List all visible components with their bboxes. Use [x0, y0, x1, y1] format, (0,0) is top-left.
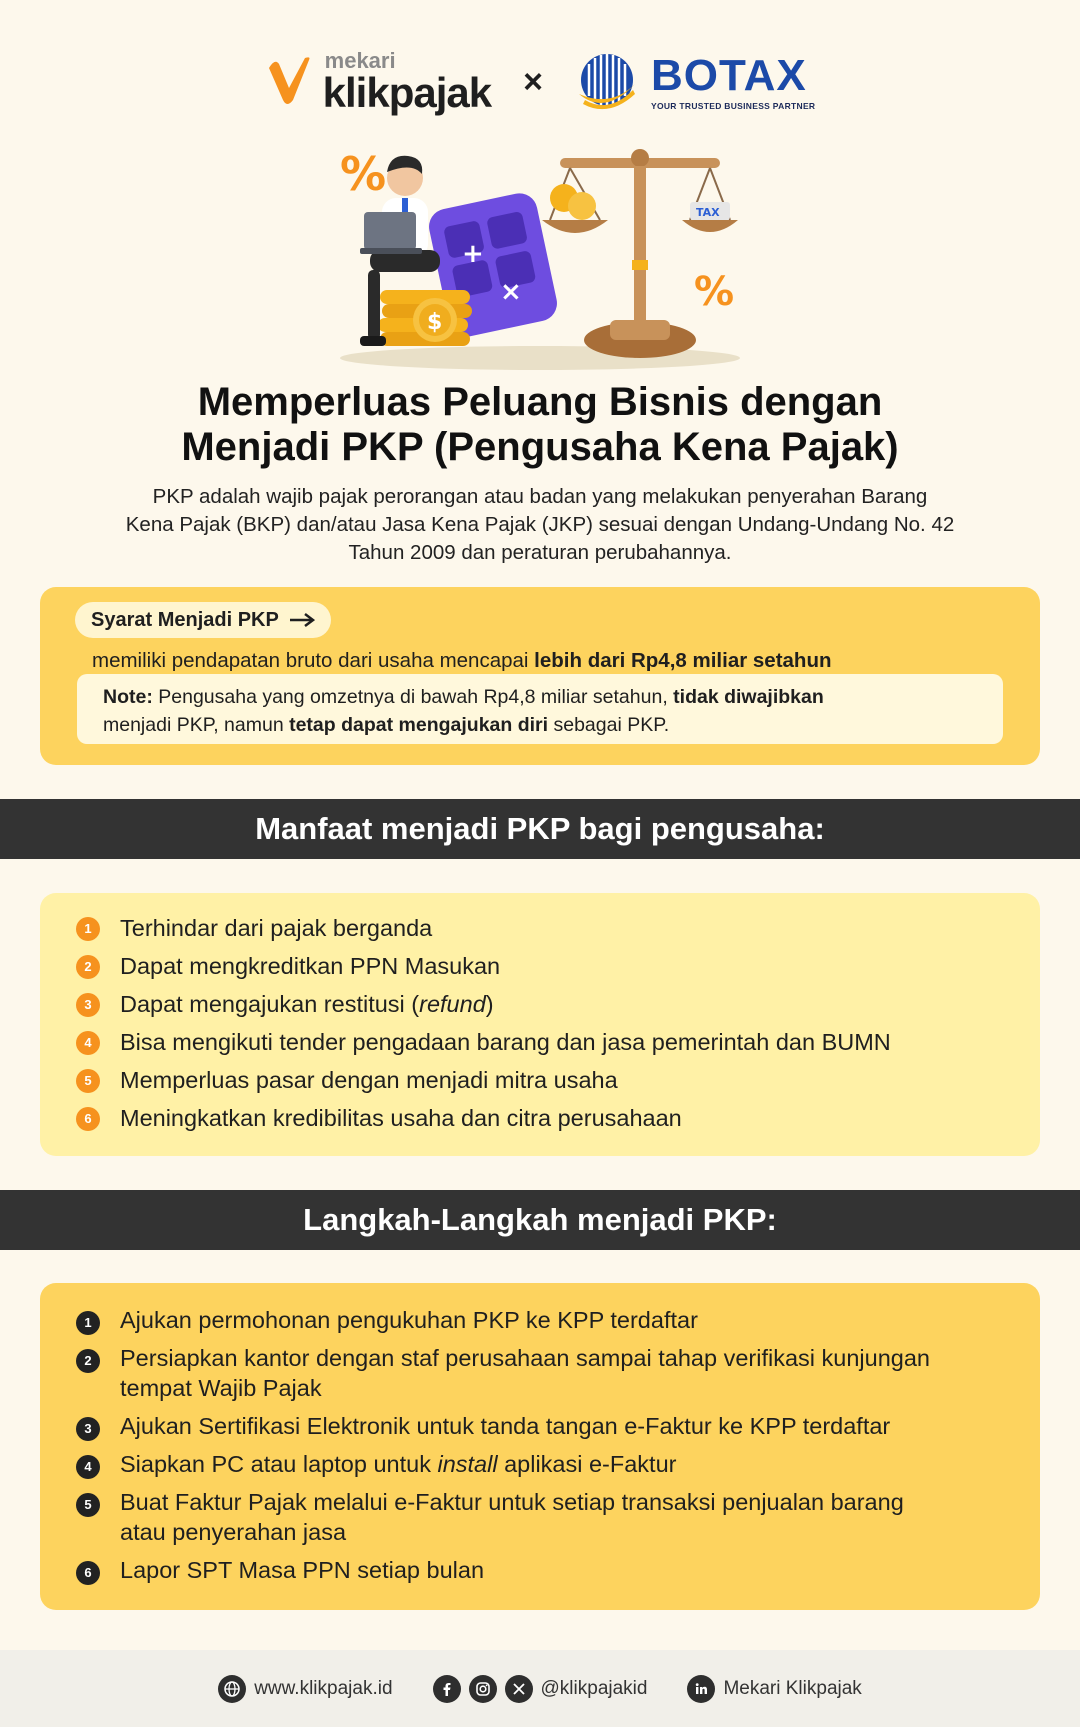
- langkah-header: Langkah-Langkah menjadi PKP:: [0, 1190, 1080, 1250]
- number-badge: 6: [76, 1561, 100, 1585]
- linkedin-name[interactable]: Mekari Klikpajak: [723, 1677, 862, 1699]
- x-icon[interactable]: [505, 1675, 533, 1703]
- coin-stack-icon: [378, 290, 472, 346]
- list-item-text-after: ): [485, 991, 494, 1017]
- footer-social: [433, 1675, 648, 1703]
- list-item-text: Meningkatkan kredibilitas usaha dan citra perusahaan: [120, 1105, 682, 1131]
- botax-tagline: YOUR TRUSTED BUSINESS PARTNER: [650, 100, 816, 111]
- list-item: [40, 1555, 1040, 1585]
- note-bold-2: tetap dapat mengajukan diri: [289, 714, 549, 736]
- hero-illustration: [320, 140, 760, 375]
- calc-plus-glyph: +: [462, 239, 484, 269]
- mekari-label: mekari: [324, 48, 396, 73]
- number-badge: 4: [76, 1455, 100, 1479]
- list-item-text: Dapat mengkreditkan PPN Masukan: [120, 953, 501, 979]
- social-handle[interactable]: @klikpajakid: [540, 1677, 648, 1699]
- intro-line-2: Kena Pajak (BKP) dan/atau Jasa Kena Pajak (JKP) sesuai dengan Undang-Undang No. 42: [125, 513, 955, 536]
- syarat-text: [92, 649, 832, 673]
- number-badge: 6: [76, 1107, 100, 1131]
- percent-icon-left: %: [340, 147, 387, 201]
- number-badge: 5: [76, 1493, 100, 1517]
- syarat-text-bold: lebih dari Rp4,8 miliar setahun: [534, 649, 832, 672]
- page-title: [40, 380, 1040, 470]
- percent-icon-right: %: [694, 269, 735, 315]
- list-item-text: Bisa mengikuti tender pengadaan barang dan jasa pemerintah dan BUMN: [120, 1029, 891, 1055]
- list-item-italic: install: [437, 1451, 498, 1477]
- list-item: [40, 951, 1040, 981]
- footer-linkedin[interactable]: [687, 1675, 861, 1703]
- calc-times-glyph: ×: [500, 277, 522, 307]
- list-item-text-line-2: tempat Wajib Pajak: [120, 1375, 322, 1401]
- logo-separator: ×: [523, 62, 543, 101]
- list-item: [40, 913, 1040, 943]
- note-part-1: Pengusaha yang omzetnya di bawah Rp4,8 miliar setahun,: [152, 686, 674, 708]
- list-item-text: Ajukan permohonan pengukuhan PKP ke KPP terdaftar: [120, 1307, 698, 1333]
- list-item: [40, 989, 1040, 1019]
- intro-line-1: PKP adalah wajib pajak perorangan atau badan yang melakukan penyerahan Barang: [152, 485, 928, 508]
- note-part-3: sebagai PKP.: [548, 714, 670, 736]
- botax-label: BOTAX: [650, 50, 807, 100]
- list-item: [40, 1065, 1040, 1095]
- intro-line-3: Tahun 2009 dan peraturan perubahannya.: [348, 541, 732, 564]
- logo-bar: [0, 42, 1080, 122]
- number-badge: 4: [76, 1031, 100, 1055]
- langkah-box: [40, 1283, 1040, 1610]
- note-label: Note:: [103, 686, 153, 708]
- number-badge: 5: [76, 1069, 100, 1093]
- list-item: [40, 1449, 1040, 1479]
- botax-logo: [575, 50, 815, 114]
- botax-globe-icon: [575, 50, 639, 114]
- instagram-icon[interactable]: [469, 1675, 497, 1703]
- coin-dollar-glyph: $: [427, 310, 443, 335]
- number-badge: 3: [76, 993, 100, 1017]
- scale-tax-label: TAX: [696, 206, 720, 219]
- list-item-text: Siapkan PC atau laptop untuk: [120, 1451, 438, 1477]
- intro-paragraph: [70, 483, 1010, 567]
- title-line-1: Memperluas Peluang Bisnis dengan: [197, 380, 883, 424]
- list-item-text: Terhindar dari pajak berganda: [120, 915, 433, 941]
- footer-website[interactable]: [218, 1675, 392, 1703]
- arrow-right-icon: [289, 613, 315, 627]
- list-item: [40, 1411, 1040, 1441]
- number-badge: 2: [76, 955, 100, 979]
- syarat-note: [77, 674, 1003, 744]
- list-item-text-line-1: Buat Faktur Pajak melalui e-Faktur untuk setiap transaksi penjualan barang: [120, 1489, 904, 1515]
- list-item-text: Dapat mengajukan restitusi (: [120, 991, 420, 1017]
- list-item-text-after: aplikasi e-Faktur: [497, 1451, 677, 1477]
- facebook-icon[interactable]: [433, 1675, 461, 1703]
- number-badge: 1: [76, 917, 100, 941]
- number-badge: 2: [76, 1349, 100, 1373]
- syarat-text-prefix: memiliki pendapatan bruto dari usaha mencapai: [92, 649, 535, 672]
- balance-scale-icon: [542, 149, 738, 358]
- globe-icon: [218, 1675, 246, 1703]
- number-badge: 3: [76, 1417, 100, 1441]
- syarat-label: Syarat Menjadi PKP: [91, 608, 279, 631]
- syarat-pill: [75, 602, 331, 638]
- manfaat-header: Manfaat menjadi PKP bagi pengusaha:: [0, 799, 1080, 859]
- list-item-text: Lapor SPT Masa PPN setiap bulan: [120, 1557, 485, 1583]
- title-line-2: Menjadi PKP (Pengusaha Kena Pajak): [181, 425, 899, 469]
- list-item-text-line-1: Persiapkan kantor dengan staf perusahaan sampai tahap verifikasi kunjungan: [120, 1345, 930, 1371]
- website-link[interactable]: www.klikpajak.id: [254, 1677, 393, 1699]
- list-item: [40, 1487, 1040, 1547]
- list-item: [40, 1305, 1040, 1335]
- number-badge: 1: [76, 1311, 100, 1335]
- list-item: [40, 1103, 1040, 1133]
- list-item-italic: refund: [419, 991, 486, 1017]
- klikpajak-check-icon: [265, 54, 313, 110]
- list-item-text: Ajukan Sertifikasi Elektronik untuk tanda tangan e-Faktur ke KPP terdaftar: [120, 1413, 891, 1439]
- note-bold-1: tidak diwajibkan: [673, 686, 824, 708]
- note-part-2: menjadi PKP, namun: [103, 714, 290, 736]
- klikpajak-logo: [265, 50, 491, 114]
- list-item: [40, 1343, 1040, 1403]
- list-item-text: Memperluas pasar dengan menjadi mitra usaha: [120, 1067, 618, 1093]
- manfaat-box: [40, 893, 1040, 1156]
- footer: [0, 1650, 1080, 1727]
- list-item: [40, 1027, 1040, 1057]
- list-item-text-line-2: atau penyerahan jasa: [120, 1519, 347, 1545]
- klikpajak-label: klikpajak: [322, 69, 492, 116]
- linkedin-icon: [687, 1675, 715, 1703]
- syarat-box: [40, 587, 1040, 765]
